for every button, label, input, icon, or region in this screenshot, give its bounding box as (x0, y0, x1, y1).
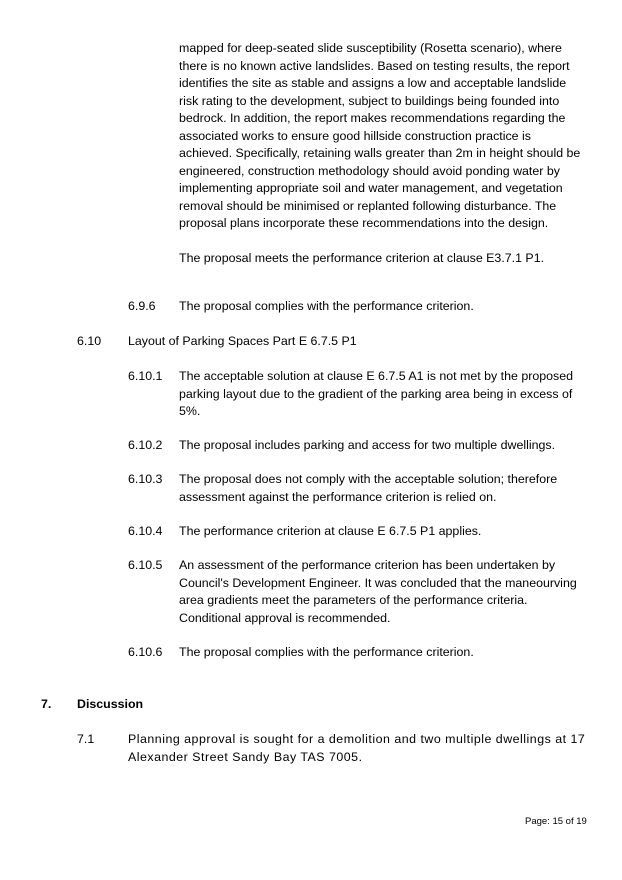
clause-number: 6.10.4 (128, 524, 163, 538)
clause-text (128, 731, 588, 766)
clause-text (179, 471, 589, 506)
clause-7-1 (0, 731, 622, 791)
clause-number: 6.10.6 (128, 645, 163, 659)
clause-text: The proposal complies with the performance criterion. (179, 299, 474, 313)
text-line: identifies the site as stable and assigns a low and acceptable landslide (179, 76, 567, 90)
section-number: 7. (41, 697, 52, 711)
section-title: Discussion (77, 697, 144, 711)
continued-paragraph (179, 40, 589, 267)
text-line: The proposal does not comply with the acceptable solution; therefore (179, 472, 558, 486)
text-line: 5%. (179, 404, 201, 418)
text-line: risk rating to the development, subject to buildings being founded into (179, 93, 560, 108)
text-line: An assessment of the performance criterion has been undertaken by (179, 558, 556, 572)
clause-number: 6.10.1 (128, 369, 163, 383)
conclusion-text: The proposal meets the performance criterion at clause E3.7.1 P1. (179, 250, 545, 265)
text-line: parking layout due to the gradient of the parking area being in excess of (179, 386, 573, 401)
clause-6-10-6 (0, 644, 622, 704)
clause-text: The performance criterion at clause E 6.7.5 P1 applies. (179, 524, 482, 538)
clause-6-10-3 (0, 471, 622, 531)
text-line: assessment against the performance criterion is relied on. (179, 489, 497, 504)
text-line: removal should be minimised or replanted following disturbance. The (179, 198, 557, 213)
text-line: associated works to ensure good hillside construction practice is (179, 128, 531, 143)
clause-6-10-1 (0, 368, 622, 428)
clause-number: 6.10.5 (128, 558, 163, 572)
clause-text (179, 368, 589, 421)
text-line: mapped for deep-seated slide susceptibility (Rosetta scenario), where (179, 41, 562, 55)
clause-number: 7.1 (77, 732, 95, 746)
text-line: The acceptable solution at clause E 6.7.5 A1 is not met by the proposed (179, 369, 573, 383)
text-line: Conditional approval is recommended. (179, 610, 391, 625)
page-number: Page: 15 of 19 (525, 816, 587, 827)
text-line: Planning approval is sought for a demolition and two multiple dwellings at 17 (128, 732, 586, 746)
text-line: bedrock. In addition, the report makes recommendations regarding the (179, 111, 566, 125)
text-line: there is no known active landslides. Based on testing results, the report (179, 58, 570, 73)
clause-text: The proposal complies with the performance criterion. (179, 645, 474, 659)
section-title: Layout of Parking Spaces Part E 6.7.5 P1 (128, 334, 357, 348)
text-line: implementing appropriate soil and water management, and vegetation (179, 181, 563, 195)
text-line: proposal plans incorporate these recommendations into the design. (179, 216, 549, 230)
text-line: Alexander Street Sandy Bay TAS 7005. (128, 749, 363, 764)
clause-text: The proposal includes parking and access for two multiple dwellings. (179, 438, 556, 452)
clause-number: 6.10.3 (128, 472, 163, 486)
clause-text (179, 557, 589, 627)
text-line: achieved. Specifically, retaining walls greater than 2m in height should be (179, 146, 581, 160)
clause-number: 6.10.2 (128, 438, 163, 452)
text-line: Council's Development Engineer. It was concluded that the maneourving (179, 575, 577, 590)
clause-6-10-5 (0, 557, 622, 637)
section-number: 6.10 (77, 334, 102, 348)
text-line: area gradients meet the parameters of the performance criteria. (179, 593, 528, 607)
paragraph-text (179, 40, 589, 233)
text-line: engineered, construction methodology should avoid ponding water by (179, 163, 560, 178)
clause-number: 6.9.6 (128, 299, 156, 313)
